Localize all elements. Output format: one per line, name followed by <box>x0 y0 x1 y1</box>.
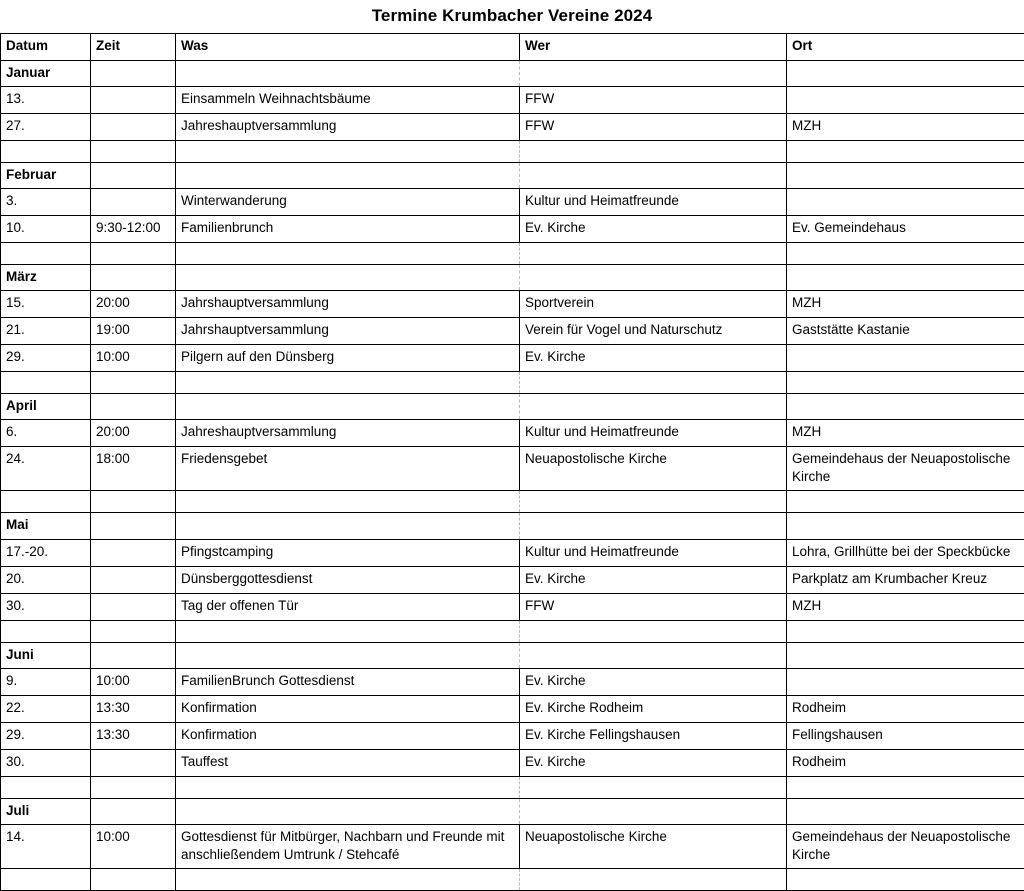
cell-was <box>176 265 520 291</box>
cell-was <box>176 798 520 824</box>
cell-datum: 20. <box>1 566 91 593</box>
page-title: Termine Krumbacher Vereine 2024 <box>0 0 1024 33</box>
table-row <box>1 447 1024 491</box>
cell-zeit <box>91 593 176 620</box>
cell-datum: 15. <box>1 291 91 318</box>
cell-ort: MZH <box>787 593 1024 620</box>
events-table <box>0 33 1024 891</box>
cell-datum <box>1 491 91 513</box>
spacer-row <box>1 372 1024 394</box>
cell-datum <box>1 776 91 798</box>
table-row <box>1 87 1024 114</box>
cell-wer <box>520 372 787 394</box>
column-header-datum: Datum <box>1 34 91 61</box>
cell-zeit <box>91 189 176 216</box>
cell-zeit: 20:00 <box>91 291 176 318</box>
cell-wer <box>520 620 787 642</box>
cell-was: Pilgern auf den Dünsberg <box>176 345 520 372</box>
cell-ort: Rodheim <box>787 695 1024 722</box>
table-row <box>1 722 1024 749</box>
table-row <box>1 824 1024 868</box>
cell-ort: Gemeindehaus der Neuapostolische Kirche <box>787 447 1024 491</box>
spacer-row <box>1 776 1024 798</box>
cell-datum <box>1 243 91 265</box>
cell-datum: 21. <box>1 318 91 345</box>
table-body <box>1 34 1024 891</box>
cell-wer: Ev. Kirche <box>520 216 787 243</box>
cell-ort: Gemeindehaus der Neuapostolische Kirche <box>787 824 1024 868</box>
cell-zeit: 20:00 <box>91 420 176 447</box>
spacer-row <box>1 243 1024 265</box>
cell-ort <box>787 642 1024 668</box>
cell-ort <box>787 620 1024 642</box>
spacer-row <box>1 620 1024 642</box>
cell-ort <box>787 798 1024 824</box>
cell-was <box>176 776 520 798</box>
cell-wer: FFW <box>520 114 787 141</box>
cell-was <box>176 141 520 163</box>
cell-ort <box>787 141 1024 163</box>
cell-zeit <box>91 513 176 539</box>
cell-wer: FFW <box>520 87 787 114</box>
table-row <box>1 420 1024 447</box>
column-header-wer: Wer <box>520 34 787 61</box>
spacer-row <box>1 868 1024 890</box>
cell-was: Familienbrunch <box>176 216 520 243</box>
cell-wer: Ev. Kirche Fellingshausen <box>520 722 787 749</box>
table-row <box>1 345 1024 372</box>
cell-was: Gottesdienst für Mitbürger, Nachbarn und Freunde mit anschließendem Umtrunk / Stehcafé <box>176 824 520 868</box>
cell-datum: 27. <box>1 114 91 141</box>
cell-wer <box>520 243 787 265</box>
column-header-zeit: Zeit <box>91 34 176 61</box>
cell-wer: Kultur und Heimatfreunde <box>520 189 787 216</box>
cell-wer: Ev. Kirche <box>520 345 787 372</box>
cell-wer: Ev. Kirche <box>520 749 787 776</box>
cell-zeit <box>91 163 176 189</box>
cell-was <box>176 642 520 668</box>
cell-zeit <box>91 265 176 291</box>
cell-was: Pfingstcamping <box>176 539 520 566</box>
cell-ort <box>787 513 1024 539</box>
column-header-ort: Ort <box>787 34 1024 61</box>
cell-wer <box>520 868 787 890</box>
month-row <box>1 265 1024 291</box>
cell-wer: FFW <box>520 593 787 620</box>
cell-was: Konfirmation <box>176 695 520 722</box>
cell-was <box>176 372 520 394</box>
cell-wer <box>520 141 787 163</box>
cell-ort: Rodheim <box>787 749 1024 776</box>
cell-zeit <box>91 141 176 163</box>
cell-datum: Mai <box>1 513 91 539</box>
cell-ort <box>787 87 1024 114</box>
table-row <box>1 668 1024 695</box>
month-row <box>1 394 1024 420</box>
cell-wer <box>520 61 787 87</box>
cell-datum: 30. <box>1 749 91 776</box>
month-row <box>1 642 1024 668</box>
cell-ort <box>787 491 1024 513</box>
cell-zeit: 9:30-12:00 <box>91 216 176 243</box>
cell-ort <box>787 668 1024 695</box>
cell-wer: Kultur und Heimatfreunde <box>520 539 787 566</box>
cell-datum: 14. <box>1 824 91 868</box>
cell-ort <box>787 868 1024 890</box>
cell-was <box>176 61 520 87</box>
cell-zeit <box>91 394 176 420</box>
spacer-row <box>1 491 1024 513</box>
cell-datum <box>1 868 91 890</box>
cell-zeit <box>91 372 176 394</box>
cell-wer: Neuapostolische Kirche <box>520 447 787 491</box>
cell-datum: Februar <box>1 163 91 189</box>
table-header-row <box>1 34 1024 61</box>
cell-was: Friedensgebet <box>176 447 520 491</box>
cell-was <box>176 491 520 513</box>
cell-zeit: 10:00 <box>91 824 176 868</box>
cell-ort <box>787 189 1024 216</box>
cell-zeit <box>91 243 176 265</box>
cell-ort: Parkplatz am Krumbacher Kreuz <box>787 566 1024 593</box>
cell-zeit <box>91 61 176 87</box>
cell-datum <box>1 141 91 163</box>
cell-wer <box>520 394 787 420</box>
cell-wer: Sportverein <box>520 291 787 318</box>
cell-was: Tag der offenen Tür <box>176 593 520 620</box>
cell-zeit <box>91 749 176 776</box>
cell-was: Jahreshauptversammlung <box>176 420 520 447</box>
cell-wer <box>520 491 787 513</box>
cell-datum: 30. <box>1 593 91 620</box>
table-row <box>1 216 1024 243</box>
cell-zeit: 19:00 <box>91 318 176 345</box>
table-row <box>1 189 1024 216</box>
month-row <box>1 513 1024 539</box>
cell-ort <box>787 265 1024 291</box>
cell-datum: 29. <box>1 345 91 372</box>
cell-was: Konfirmation <box>176 722 520 749</box>
cell-wer: Ev. Kirche <box>520 668 787 695</box>
cell-ort <box>787 394 1024 420</box>
cell-wer: Ev. Kirche Rodheim <box>520 695 787 722</box>
cell-datum: Juli <box>1 798 91 824</box>
cell-ort: Ev. Gemeindehaus <box>787 216 1024 243</box>
cell-zeit <box>91 539 176 566</box>
cell-was: Einsammeln Weihnachtsbäume <box>176 87 520 114</box>
cell-datum: 3. <box>1 189 91 216</box>
cell-ort: MZH <box>787 114 1024 141</box>
cell-ort <box>787 372 1024 394</box>
cell-wer <box>520 513 787 539</box>
cell-ort <box>787 776 1024 798</box>
cell-was <box>176 868 520 890</box>
cell-zeit: 10:00 <box>91 345 176 372</box>
cell-zeit: 10:00 <box>91 668 176 695</box>
cell-datum: April <box>1 394 91 420</box>
cell-wer: Ev. Kirche <box>520 566 787 593</box>
cell-zeit: 13:30 <box>91 695 176 722</box>
cell-was: Tauffest <box>176 749 520 776</box>
cell-ort <box>787 61 1024 87</box>
month-row <box>1 61 1024 87</box>
table-row <box>1 291 1024 318</box>
month-row <box>1 798 1024 824</box>
table-row <box>1 114 1024 141</box>
cell-ort <box>787 345 1024 372</box>
cell-zeit <box>91 642 176 668</box>
cell-datum: 13. <box>1 87 91 114</box>
table-row <box>1 593 1024 620</box>
cell-datum <box>1 372 91 394</box>
cell-zeit <box>91 491 176 513</box>
cell-datum: Januar <box>1 61 91 87</box>
cell-zeit <box>91 798 176 824</box>
cell-wer <box>520 776 787 798</box>
cell-was <box>176 243 520 265</box>
cell-ort <box>787 243 1024 265</box>
cell-was: FamilienBrunch Gottesdienst <box>176 668 520 695</box>
cell-zeit: 13:30 <box>91 722 176 749</box>
cell-zeit: 18:00 <box>91 447 176 491</box>
cell-wer <box>520 798 787 824</box>
cell-datum: 29. <box>1 722 91 749</box>
cell-ort: MZH <box>787 291 1024 318</box>
cell-was: Jahreshauptversammlung <box>176 114 520 141</box>
cell-wer <box>520 163 787 189</box>
cell-ort <box>787 163 1024 189</box>
cell-datum: 22. <box>1 695 91 722</box>
cell-was: Winterwanderung <box>176 189 520 216</box>
cell-datum: 24. <box>1 447 91 491</box>
table-row <box>1 566 1024 593</box>
cell-wer: Verein für Vogel und Naturschutz <box>520 318 787 345</box>
cell-datum: 9. <box>1 668 91 695</box>
table-row <box>1 749 1024 776</box>
cell-datum: 17.-20. <box>1 539 91 566</box>
cell-was: Dünsberggottesdienst <box>176 566 520 593</box>
cell-wer <box>520 265 787 291</box>
cell-datum: März <box>1 265 91 291</box>
cell-zeit <box>91 620 176 642</box>
cell-was <box>176 620 520 642</box>
cell-zeit <box>91 87 176 114</box>
cell-ort: MZH <box>787 420 1024 447</box>
cell-ort: Fellingshausen <box>787 722 1024 749</box>
cell-zeit <box>91 868 176 890</box>
column-header-was: Was <box>176 34 520 61</box>
cell-was: Jahrshauptversammlung <box>176 318 520 345</box>
cell-datum <box>1 620 91 642</box>
table-row <box>1 539 1024 566</box>
table-row <box>1 695 1024 722</box>
cell-ort: Gaststätte Kastanie <box>787 318 1024 345</box>
table-row <box>1 318 1024 345</box>
cell-wer: Kultur und Heimatfreunde <box>520 420 787 447</box>
cell-zeit <box>91 114 176 141</box>
cell-was <box>176 513 520 539</box>
cell-wer <box>520 642 787 668</box>
cell-zeit <box>91 566 176 593</box>
cell-datum: 10. <box>1 216 91 243</box>
cell-zeit <box>91 776 176 798</box>
cell-datum: 6. <box>1 420 91 447</box>
cell-was <box>176 394 520 420</box>
cell-was: Jahrshauptversammlung <box>176 291 520 318</box>
cell-datum: Juni <box>1 642 91 668</box>
month-row <box>1 163 1024 189</box>
cell-ort: Lohra, Grillhütte bei der Speckbücke <box>787 539 1024 566</box>
spacer-row <box>1 141 1024 163</box>
cell-wer: Neuapostolische Kirche <box>520 824 787 868</box>
cell-was <box>176 163 520 189</box>
